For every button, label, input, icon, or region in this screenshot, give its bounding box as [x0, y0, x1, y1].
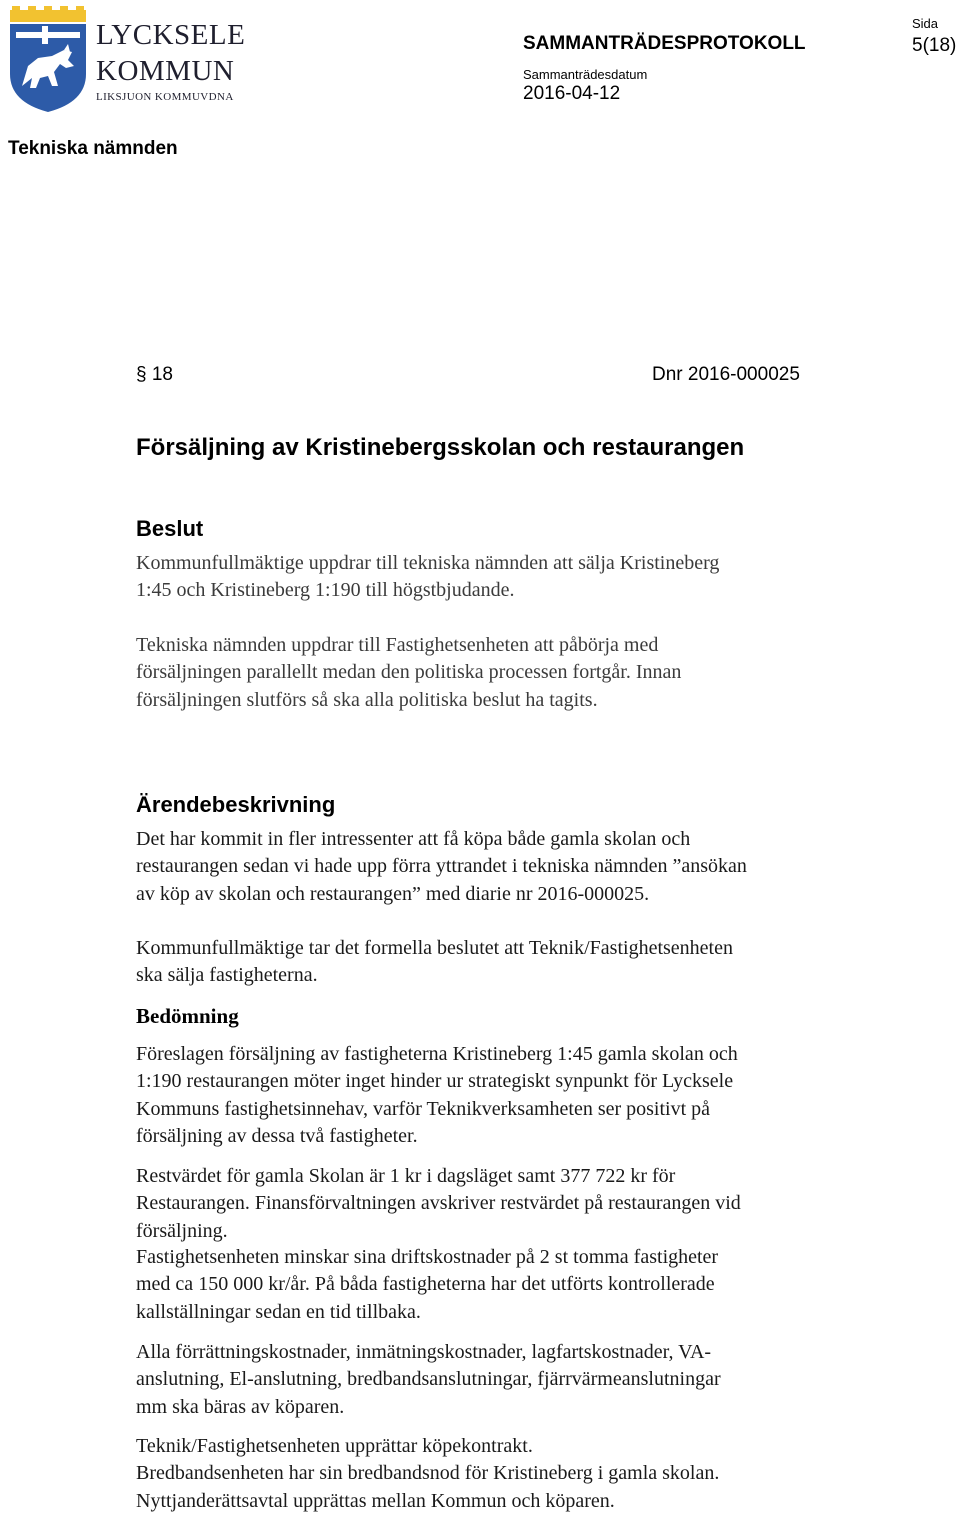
beslut-paragraph-1 — [136, 550, 896, 605]
municipality-coat-of-arms-logo — [8, 6, 88, 112]
logo-text-kommun: KOMMUN — [96, 55, 235, 87]
bedomning-paragraph-1 — [136, 1041, 896, 1150]
text-line: Kommunfullmäktige tar det formella beslutet att Teknik/Fastighetsenheten — [136, 937, 733, 959]
text-line: försäljning av dessa två fastigheter. — [136, 1124, 418, 1147]
text-line: 1:45 och Kristineberg 1:190 till högstbjudande. — [136, 579, 515, 602]
text-line: försäljningen parallellt medan den politiska processen fortgår. Innan — [136, 661, 682, 684]
text-line: Tekniska nämnden uppdrar till Fastighetsenheten att påbörja med — [136, 634, 659, 656]
arende-paragraph-1 — [136, 826, 896, 908]
text-line: Restaurangen. Finansförvaltningen avskriver restvärdet på restaurangen vid — [136, 1192, 741, 1215]
bedomning-paragraph-4 — [136, 1339, 896, 1421]
text-line: ska sälja fastigheterna. — [136, 964, 318, 987]
diary-number: Dnr 2016-000025 — [652, 364, 800, 385]
text-line: Restvärdet för gamla Skolan är 1 kr i dagsläget samt 377 722 kr för — [136, 1165, 676, 1187]
text-line: Det har kommit in fler intressenter att få köpa både gamla skolan och — [136, 828, 691, 850]
text-line: kallställningar sedan en tid tillbaka. — [136, 1300, 421, 1323]
section-heading-arendebeskrivning: Ärendebeskrivning — [136, 792, 336, 817]
paragraph-number: § 18 — [136, 364, 173, 385]
document-type: SAMMANTRÄDESPROTOKOLL — [523, 33, 806, 54]
text-line: Nyttjanderättsavtal upprättas mellan Kommun och köparen. — [136, 1489, 615, 1512]
text-line: Kommunfullmäktige uppdrar till tekniska nämnden att sälja Kristineberg — [136, 552, 720, 574]
text-line: av köp av skolan och restaurangen” med diarie nr 2016-000025. — [136, 882, 650, 905]
logo-text-sami: LIKSJUON KOMMUVDNA — [96, 91, 234, 103]
text-line: försäljning. — [136, 1219, 228, 1242]
text-line: anslutning, El-anslutning, bredbandsanslutningar, fjärrvärmeanslutningar — [136, 1368, 721, 1391]
page-number: 5(18) — [912, 35, 957, 56]
page-label: Sida — [912, 16, 939, 31]
text-line: Kommuns fastighetsinnehav, varför Teknikverksamheten ser positivt på — [136, 1097, 711, 1120]
arende-paragraph-2 — [136, 935, 896, 990]
page-title: Försäljning av Kristinebergsskolan och restaurangen — [136, 434, 745, 461]
text-line: Fastighetsenheten minskar sina driftskostnader på 2 st tomma fastigheter — [136, 1246, 719, 1268]
text-line: restaurangen sedan vi hade upp förra yttrandet i tekniska nämnden ”ansökan — [136, 855, 747, 878]
bedomning-paragraph-3 — [136, 1244, 896, 1326]
text-line: Bredbandsenheten har sin bredbandsnod för Kristineberg i gamla skolan. — [136, 1462, 720, 1485]
bedomning-paragraph-2 — [136, 1163, 896, 1245]
text-line: Föreslagen försäljning av fastigheterna Kristineberg 1:45 gamla skolan och — [136, 1043, 738, 1065]
text-line: mm ska bäras av köparen. — [136, 1395, 345, 1418]
meeting-date-label: Sammanträdesdatum — [523, 67, 648, 82]
text-line: Teknik/Fastighetsenheten upprättar köpekontrakt. — [136, 1435, 533, 1457]
text-line: Alla förrättningskostnader, inmätningskostnader, lagfartskostnader, VA- — [136, 1341, 712, 1363]
logo-text-lycksele: LYCKSELE — [96, 19, 246, 51]
text-line: med ca 150 000 kr/år. På båda fastigheterna har det utförts kontrollerade — [136, 1273, 715, 1296]
text-line: försäljningen slutförs så ska alla politiska beslut ha tagits. — [136, 688, 598, 711]
bedomning-paragraph-5 — [136, 1433, 896, 1515]
paragraph-number-value: 18 — [151, 364, 173, 385]
committee-name: Tekniska nämnden — [8, 138, 178, 159]
meeting-date: 2016-04-12 — [523, 83, 621, 104]
section-heading-beslut: Beslut — [136, 516, 204, 541]
section-heading-bedomning: Bedömning — [136, 1004, 239, 1028]
beslut-paragraph-2 — [136, 632, 896, 714]
text-line: 1:190 restaurangen möter inget hinder ur strategiskt synpunkt för Lycksele — [136, 1070, 734, 1093]
